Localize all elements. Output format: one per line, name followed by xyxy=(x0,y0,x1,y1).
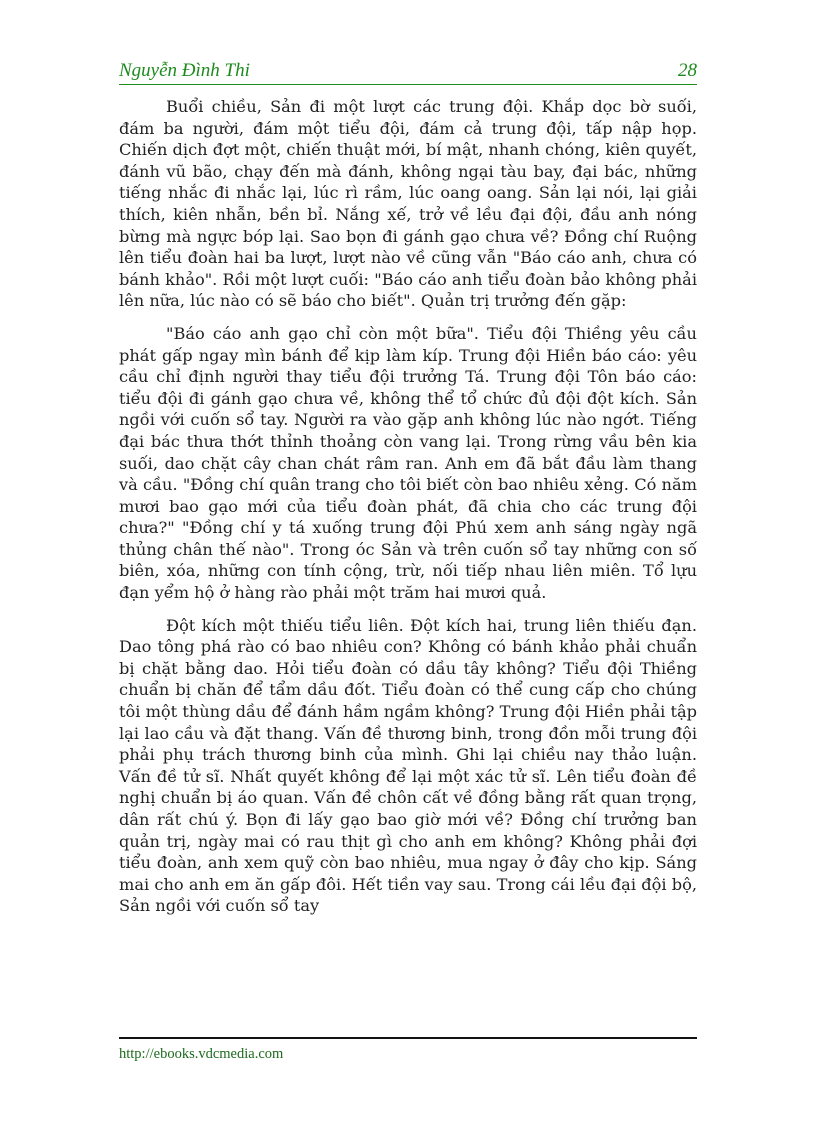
header-author: Nguyễn Đình Thi xyxy=(119,60,250,81)
paragraph-3: Đột kích một thiếu tiểu liên. Đột kích hai, trung liên thiếu đạn. Dao tông phá rào có bao nhiêu con? Không có bánh khảo phải chuẩn bị chặt bằng dao. Hỏi tiểu đoàn có dầu tây không? Tiểu đội Thiềng chuẩn bị chăn để tẩm dầu đốt. Tiểu đoàn có thể cung cấp cho chúng tôi một thùng dầu để đánh hầm ngầm không? Trung đội Hiền phải tập lại lao cầu và đặt thang. Vấn đề thương binh, trong đồn mỗi trung đội phải phụ trách thương binh của mình. Ghi lại chiều nay thảo luận. Vấn đề tử sĩ. Nhất quyết không để lại một xác tử sĩ. Lên tiểu đoàn đề nghị chuẩn bị áo quan. Vấn đề chôn cất về đồng bằng rất quan trọng, dân rất chú ý. Bọn đi lấy gạo bao giờ mới về? Đồng chí trưởng ban quản trị, ngày mai có rau thịt gì cho anh em không? Không phải đợi tiểu đoàn, anh xem quỹ còn bao nhiêu, mua ngay ở đây cho kịp. Sáng mai cho anh em ăn gấp đôi. Hết tiền vay sau. Trong cái lều đại đội bộ, Sản ngồi với cuốn sổ tay xyxy=(119,615,697,916)
paragraph-1: Buổi chiều, Sản đi một lượt các trung đội. Khắp dọc bờ suối, đám ba người, đám một tiểu đội, đám cả trung đội, tấp nập họp. Chiến dịch đợt một, chiến thuật mới, bí mật, nhanh chóng, kiên quyết, đánh vũ bão, chạy đến mà đánh, không ngại tàu bay, đại bác, những tiếng nhắc đi nhắc lại, lúc rì rầm, lúc oang oang. Sản lại nói, lại giải thích, kiên nhẫn, bền bỉ. Nắng xế, trở về lều đại đội, đầu anh nóng bừng mà ngực bóp lại. Sao bọn đi gánh gạo chưa về? Đồng chí Ruộng lên tiểu đoàn hai ba lượt, lượt nào về cũng vẫn "Báo cáo anh, chưa có bánh khảo". Rồi một lượt cuối: "Báo cáo anh tiểu đoàn bảo không phải lên nữa, lúc nào có sẽ báo cho biết". Quản trị trưởng đến gặp: xyxy=(119,97,697,311)
page-header xyxy=(119,58,697,85)
footer-divider xyxy=(119,1037,697,1039)
header-page-number: 28 xyxy=(678,60,697,81)
footer-url-link[interactable]: http://ebooks.vdcmedia.com xyxy=(119,1046,284,1062)
body-text xyxy=(119,96,697,928)
paragraph-2: "Báo cáo anh gạo chỉ còn một bữa". Tiểu đội Thiềng yêu cầu phát gấp ngay mìn bánh để kịp làm kíp. Trung đội Hiền báo cáo: yêu cầu chỉ định người thay tiểu đội trưởng Tá. Trung đội Tôn báo cáo: tiểu đội đi gánh gạo chưa về, không thể tổ chức đủ đội đột kích. Sản ngồi với cuốn sổ tay. Người ra vào gặp anh không lúc nào ngớt. Tiếng đại bác thưa thớt thỉnh thoảng còn vang lại. Trong rừng vầu bên kia suối, dao chặt cây chan chát râm ran. Anh em đã bắt đầu làm thang và cầu. "Đồng chí quân trang cho tôi biết còn bao nhiêu xẻng. Có năm mươi bao gạo mới của tiểu đoàn phát, đã chia cho các trung đội chưa?" "Đồng chí y tá xuống trung đội Phú xem anh sáng ngày ngã thủng chân thế nào". Trong óc Sản và trên cuốn sổ tay những con số biên, xóa, những con tính cộng, trừ, nối tiếp nhau liên miên. Tổ lựu đạn yểm hộ ở hàng rào phải một trăm hai mươi quả. xyxy=(119,323,697,603)
